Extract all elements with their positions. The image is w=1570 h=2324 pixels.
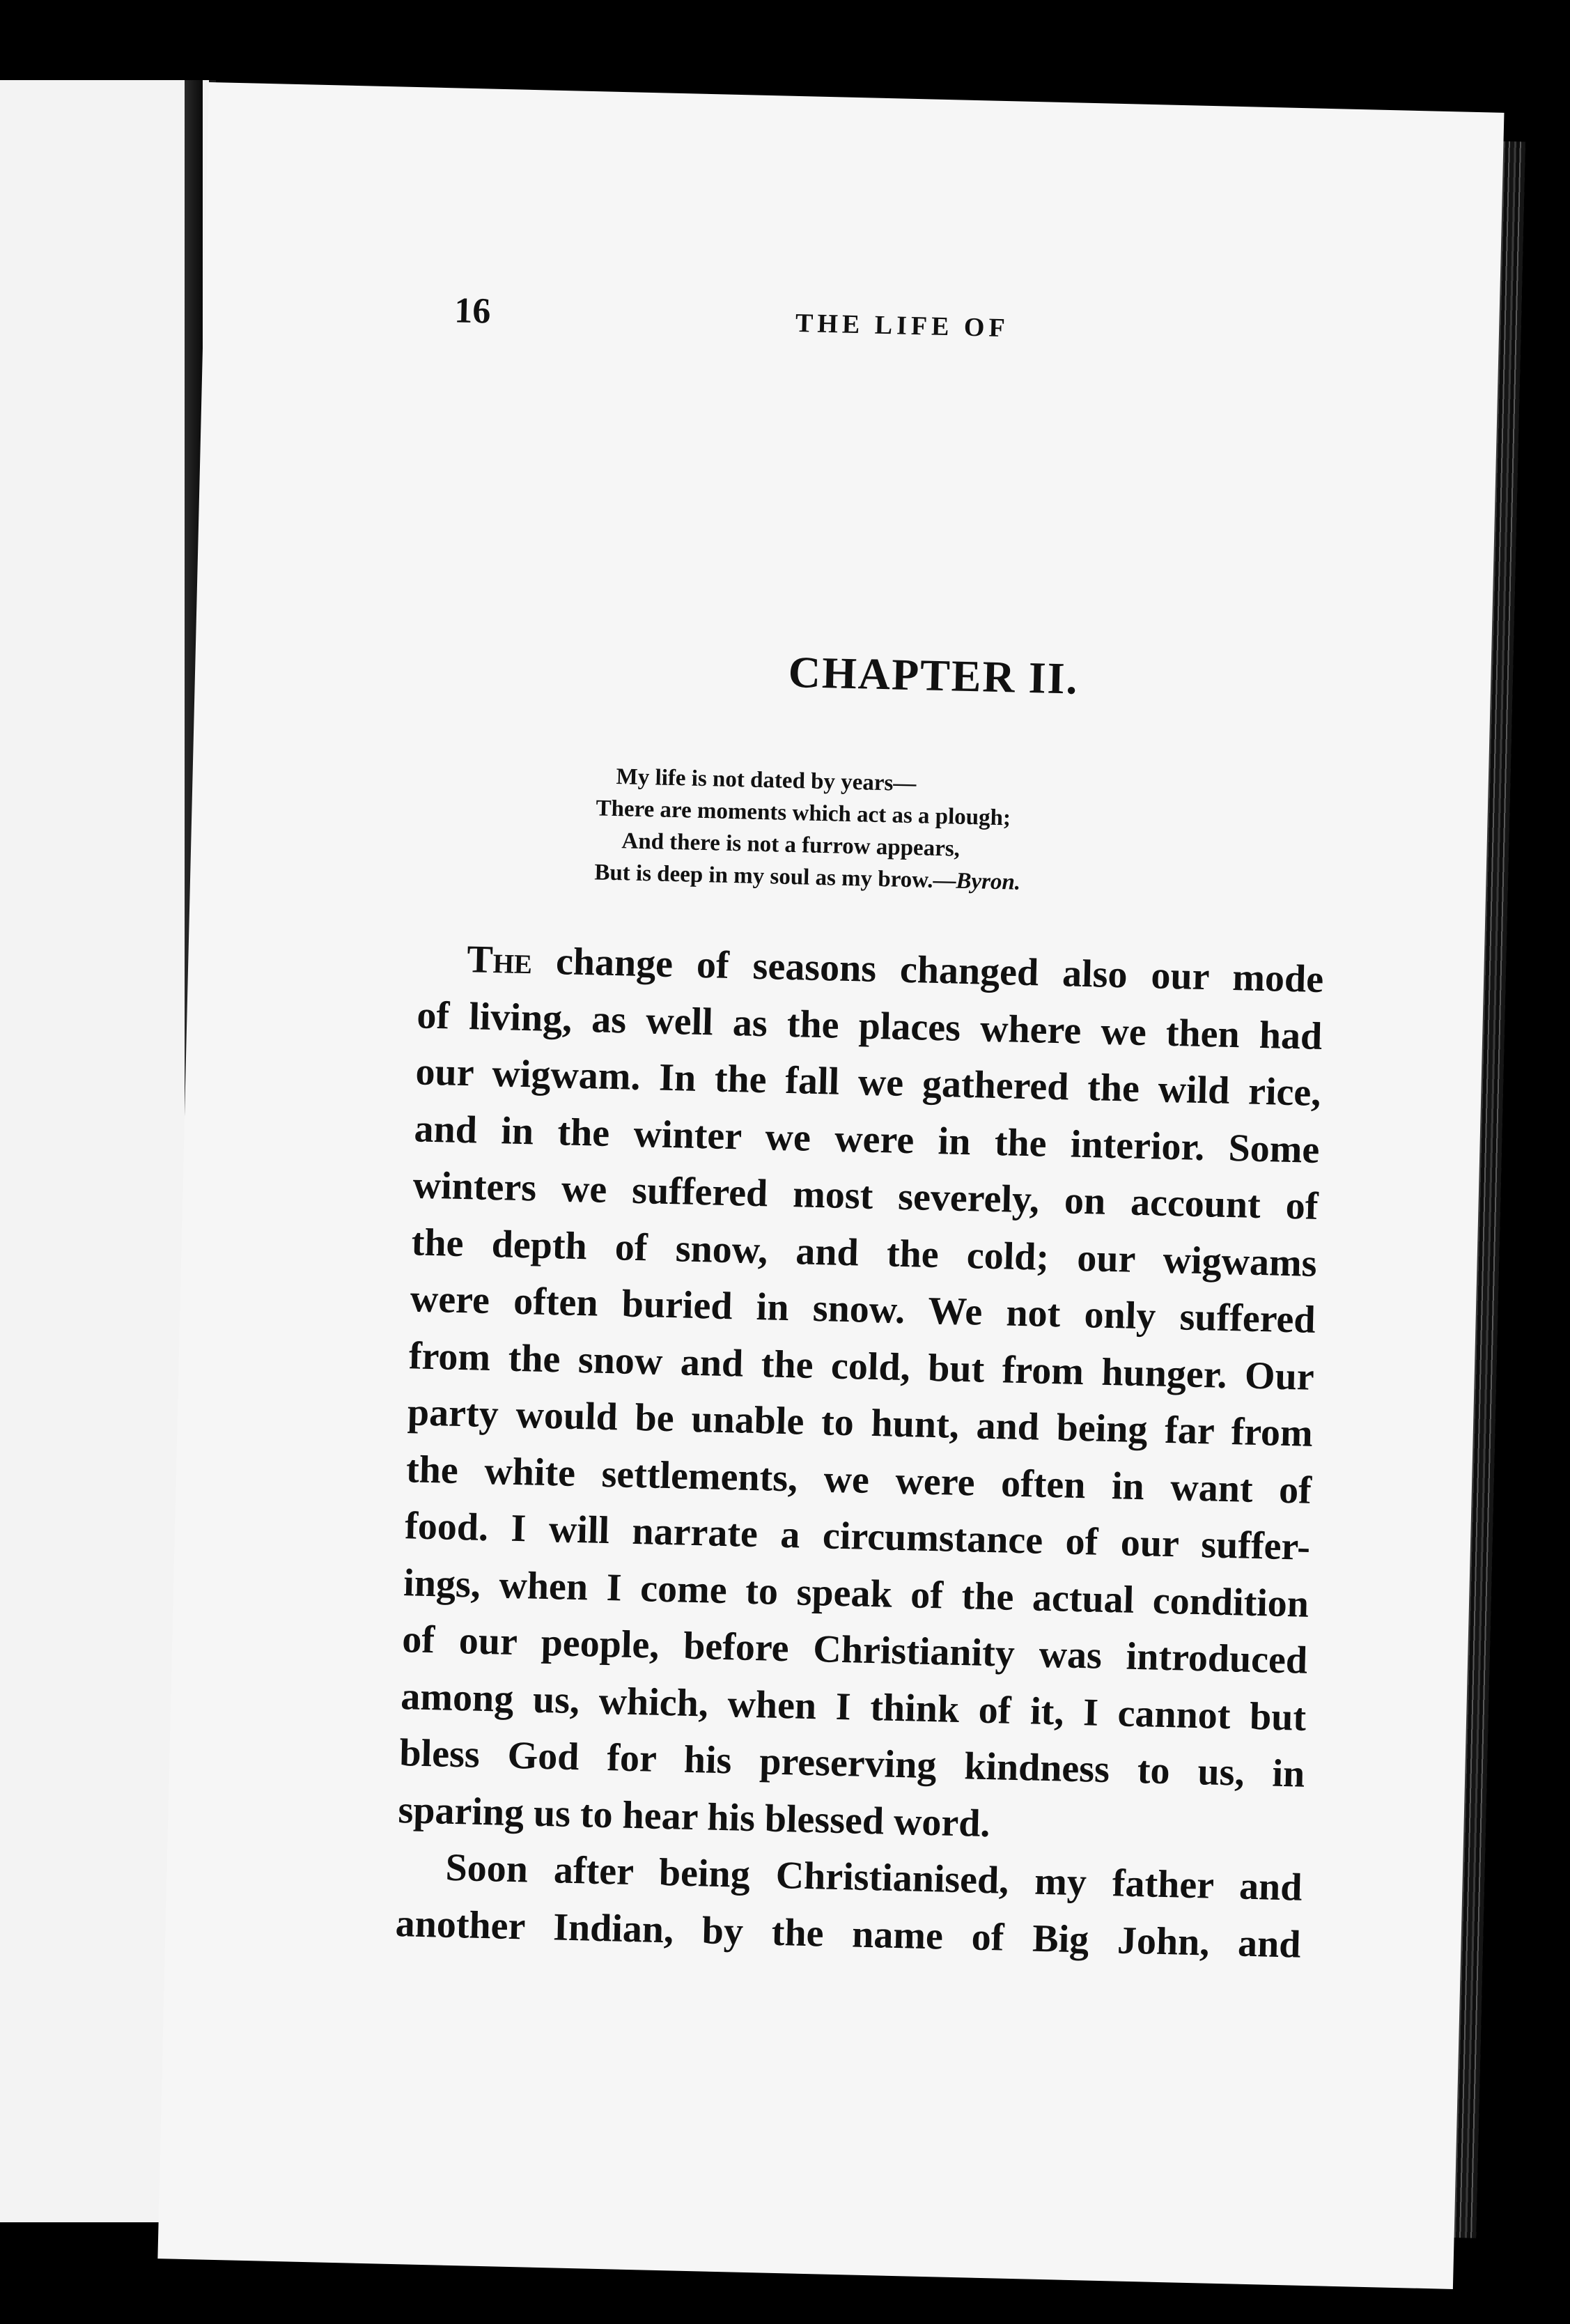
text-line: winters we suffered most severely, on account of [412, 1163, 1319, 1228]
text-line: bless God for his preserving kindness to us, in [398, 1731, 1305, 1796]
text-line: the depth of snow, and the cold; our wigwams [411, 1220, 1318, 1285]
text-line: among us, which, when I think of it, I cannot but [400, 1674, 1307, 1740]
epigraph-author: Byron. [956, 868, 1021, 895]
paragraph-1 [398, 930, 1324, 1859]
text-line: and in the winter we were in the interior. Some [413, 1106, 1321, 1172]
text-line: were often buried in snow. We not only suffered [410, 1277, 1316, 1342]
text-line: our wigwam. In the fall we gathered the wild rice, [414, 1050, 1321, 1115]
drop-word: The [466, 938, 533, 983]
paragraph-2 [395, 1838, 1303, 1974]
text-line: of our people, before Christianity was introduced [401, 1618, 1308, 1682]
text-line: from the snow and the cold, but from hunger. Our [408, 1333, 1315, 1399]
text-line-rest: change of seasons changed also our mode [531, 939, 1324, 1002]
page-number: 16 [453, 290, 492, 332]
epigraph [594, 760, 1154, 901]
epigraph-line: My life is not dated by years— [616, 764, 917, 797]
epigraph-line: There are moments which act as a plough; [596, 796, 1011, 831]
text-line: ings, when I come to speak of the actual condition [403, 1560, 1309, 1626]
epigraph-line-text: But is deep in my soul as my brow.— [594, 860, 956, 894]
chapter-title: CHAPTER II. [788, 646, 1080, 704]
text-line: the white settlements, we were often in want of [405, 1447, 1312, 1512]
page-header [454, 290, 1305, 352]
running-head: THE LIFE OF [795, 308, 1010, 343]
text-line: food. I will narrate a circumstance of our suffer- [404, 1504, 1311, 1569]
text-line: of living, as well as the places where we then had [416, 993, 1323, 1058]
text-line: sparing us to hear his blessed word. [397, 1788, 991, 1845]
text-line: party would be unable to hunt, and being far from [407, 1390, 1314, 1455]
epigraph-line: And there is not a furrow appears, [621, 828, 961, 862]
text-line: Soon after being Christianised, my father and [444, 1845, 1303, 1909]
text-line: another Indian, by the name of Big John, and [395, 1901, 1302, 1967]
body-text [395, 930, 1324, 1973]
book-page [157, 82, 1504, 2289]
